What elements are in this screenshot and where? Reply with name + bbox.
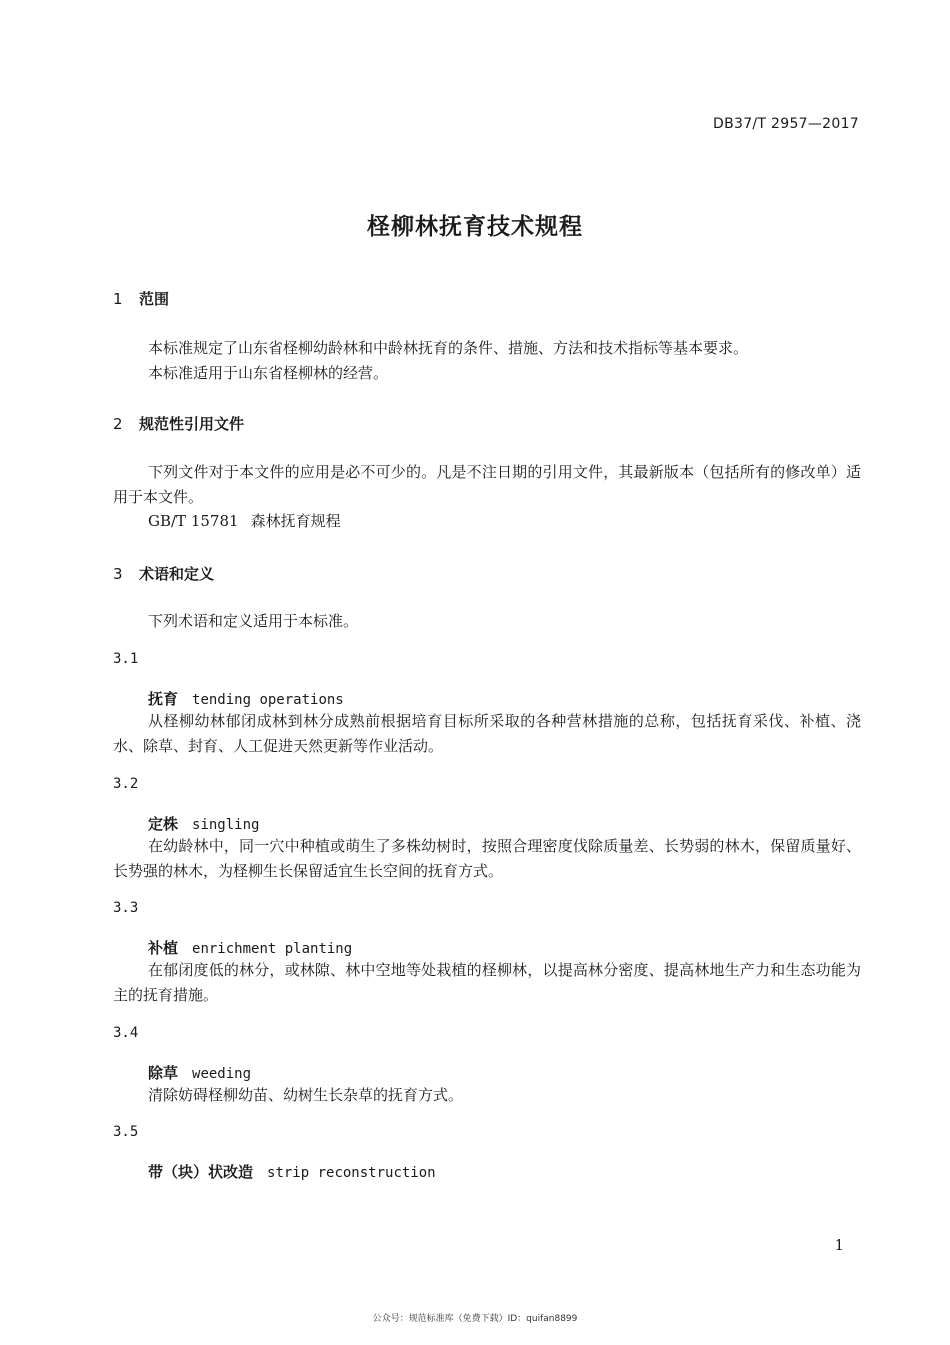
section-title: 规范性引用文件 xyxy=(139,415,245,433)
section-number: 1 xyxy=(113,290,123,308)
reference-name: 森林抚育规程 xyxy=(250,512,341,530)
term-definition: 在郁闭度低的林分，或林隙、林中空地等处栽植的柽柳林，以提高林分密度、提高林地生产力和生态功能为主的抚育措施。 xyxy=(113,961,861,1004)
standard-code: DB37/T 2957—2017 xyxy=(713,116,859,132)
term-definition: 在幼龄林中，同一穴中种植或萌生了多株幼树时，按照合理密度伐除质量差、长势弱的林木，保留质量好、长势强的林木，为柽柳生长保留适宜生长空间的抚育方式。 xyxy=(113,837,861,880)
term-english: strip reconstruction xyxy=(267,1165,436,1181)
term-chinese: 定株 xyxy=(148,815,179,833)
footer-note: 公众号：规范标准库（免费下载）ID：quifan8899 xyxy=(372,1314,578,1324)
term-definition: 从柽柳幼林郁闭成林到林分成熟前根据培育目标所采取的各种营林措施的总称，包括抚育采伐、补植、浇水、除草、封育、人工促进天然更新等作业活动。 xyxy=(113,712,861,755)
section-1-paragraph: 本标准规定了山东省柽柳幼龄林和中龄林抚育的条件、措施、方法和技术指标等基本要求。 xyxy=(148,339,749,357)
section-2-paragraph: 下列文件对于本文件的应用是必不可少的。凡是不注日期的引用文件，其最新版本（包括所有的修改单）适用于本文件。 xyxy=(113,463,861,506)
term-entry xyxy=(148,813,259,834)
clause-number: 3.4 xyxy=(113,1025,139,1041)
term-definition: 清除妨碍柽柳幼苗、幼树生长杂草的抚育方式。 xyxy=(148,1086,464,1104)
term-chinese: 抚育 xyxy=(148,690,179,708)
section-title: 术语和定义 xyxy=(139,565,215,583)
clause-number: 3.5 xyxy=(113,1124,139,1140)
normative-reference xyxy=(148,509,341,534)
term-chinese: 带（块）状改造 xyxy=(148,1163,254,1181)
section-1-paragraph: 本标准适用于山东省柽柳林的经营。 xyxy=(148,364,389,382)
section-3-heading xyxy=(113,563,214,584)
section-title: 范围 xyxy=(139,290,170,308)
section-number: 3 xyxy=(113,565,123,583)
term-english: enrichment planting xyxy=(192,941,353,957)
section-number: 2 xyxy=(113,415,123,433)
term-english: singling xyxy=(192,817,260,833)
term-chinese: 补植 xyxy=(148,939,179,957)
term-english: tending operations xyxy=(192,692,344,708)
term-entry xyxy=(148,1161,436,1182)
page-number: 1 xyxy=(834,1236,844,1254)
term-entry xyxy=(148,937,352,958)
reference-code: GB/T 15781 xyxy=(148,512,239,530)
section-2-heading xyxy=(113,413,244,434)
term-english: weeding xyxy=(192,1066,252,1082)
section-1-heading xyxy=(113,288,169,309)
term-entry xyxy=(148,688,344,709)
document-title: 柽柳林抚育技术规程 xyxy=(367,214,583,240)
term-chinese: 除草 xyxy=(148,1064,179,1082)
clause-number: 3.1 xyxy=(113,651,139,667)
clause-number: 3.2 xyxy=(113,776,139,792)
section-3-intro: 下列术语和定义适用于本标准。 xyxy=(148,612,359,630)
term-entry xyxy=(148,1062,251,1083)
clause-number: 3.3 xyxy=(113,900,139,916)
